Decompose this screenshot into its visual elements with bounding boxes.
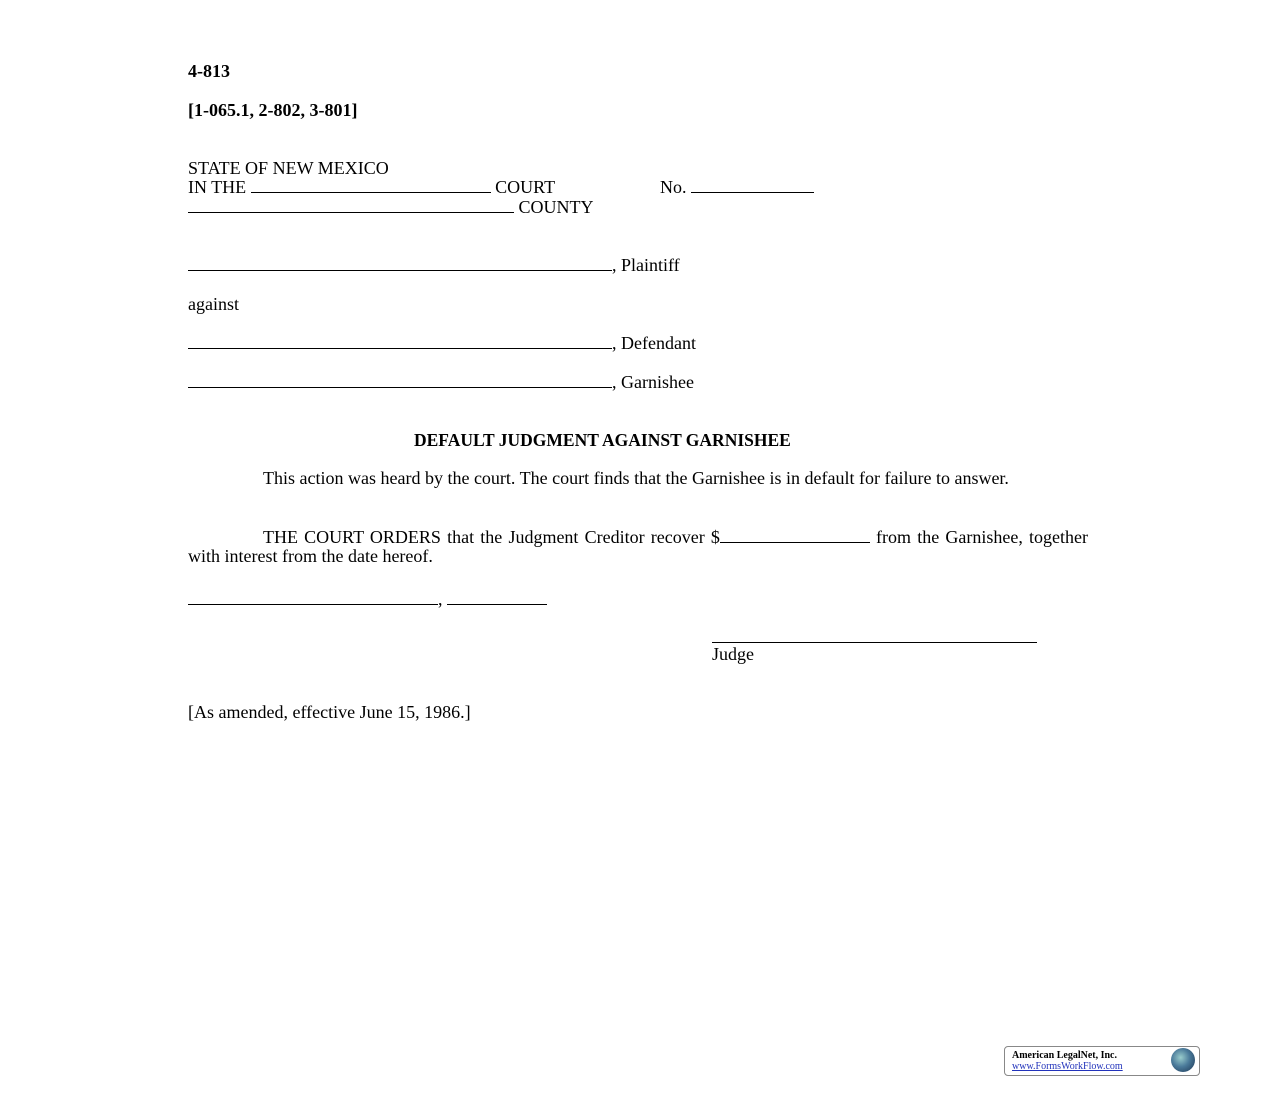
globe-icon (1171, 1048, 1195, 1072)
plaintiff-line (188, 255, 680, 275)
form-number: 4-813 (188, 61, 230, 81)
year-blank[interactable] (447, 589, 547, 605)
garnishee-blank[interactable] (188, 372, 612, 388)
garnishee-line (188, 372, 694, 392)
date-blank[interactable] (188, 589, 438, 605)
date-line (188, 589, 547, 609)
rule-references: [1-065.1, 2-802, 3-801] (188, 100, 358, 120)
logo-url-link[interactable]: www.FormsWorkFlow.com (1012, 1061, 1123, 1072)
judge-signature-line (712, 627, 1037, 647)
case-number (660, 177, 814, 197)
date-separator: , (438, 589, 443, 609)
plaintiff-label: , Plaintiff (612, 255, 680, 275)
american-legalnet-logo[interactable] (1004, 1046, 1200, 1076)
order-text-end: from the Garnishee, together with interest from the date hereof. (188, 527, 1088, 566)
amount-blank[interactable] (720, 527, 870, 543)
defendant-line (188, 333, 696, 353)
defendant-label: , Defendant (612, 333, 696, 353)
in-the-label: IN THE (188, 177, 247, 197)
order-paragraph (188, 527, 1088, 566)
document-title: DEFAULT JUDGMENT AGAINST GARNISHEE (414, 430, 791, 450)
finding-paragraph: This action was heard by the court. The court finds that the Garnishee is in default for failure to answer. (263, 468, 1009, 488)
logo-company: American LegalNet, Inc. (1012, 1050, 1117, 1061)
state-line: STATE OF NEW MEXICO (188, 158, 389, 178)
defendant-blank[interactable] (188, 333, 612, 349)
case-number-blank[interactable] (691, 177, 814, 193)
county-line (188, 197, 594, 217)
county-blank[interactable] (188, 197, 514, 213)
order-text: THE COURT ORDERS that the Judgment Creditor recover $ (263, 527, 720, 547)
case-number-label: No. (660, 177, 687, 197)
county-label: COUNTY (518, 197, 594, 217)
court-name-blank[interactable] (251, 177, 491, 193)
judge-signature-blank[interactable] (712, 627, 1037, 643)
court-line (188, 177, 555, 197)
garnishee-label: , Garnishee (612, 372, 694, 392)
plaintiff-blank[interactable] (188, 255, 612, 271)
against-label: against (188, 294, 239, 314)
judge-label: Judge (712, 644, 754, 664)
amendment-note: [As amended, effective June 15, 1986.] (188, 702, 471, 722)
court-label: COURT (495, 177, 556, 197)
